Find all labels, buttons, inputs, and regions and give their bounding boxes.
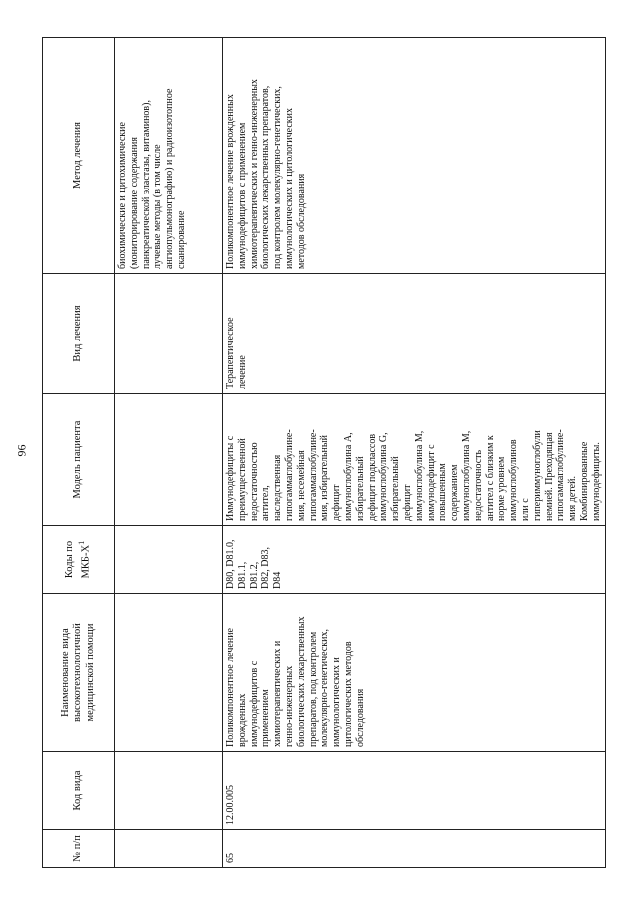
row-type-cell (223, 274, 606, 394)
header-icd-footnote: 1 (76, 540, 87, 545)
header-name: Наименование вида высокотехнологичной медицинской помощи (43, 594, 115, 752)
cont-method-line: сканирование (175, 210, 187, 269)
method-line: биологических лекарственных препаратов, (260, 85, 272, 269)
model-line: избирательный (354, 456, 366, 521)
icd-line: D80, D81.0, (225, 539, 236, 589)
row-code: 12.00.005 (223, 752, 606, 830)
name-line: молекулярно-генетических, (319, 629, 331, 747)
type-line: лечение (236, 355, 248, 389)
header-method: Метод лечения (43, 38, 115, 274)
method-line: химиотерапевтических и генно-инженерных (248, 79, 260, 269)
header-icd (43, 526, 115, 594)
method-line: методов обследования (295, 173, 307, 269)
method-line: под контролем молекулярно-генетических, (272, 86, 284, 269)
model-line: дефицит (401, 484, 413, 521)
name-line: врожденных (236, 693, 248, 747)
icd-line: D81.1, (236, 561, 248, 589)
cont-method-line: панкреатической эластазы, витаминов), (140, 100, 152, 269)
table-row-65 (223, 38, 606, 868)
name-line: биологических лекарственных (295, 616, 307, 747)
model-line: Иммунодефициты с (225, 435, 236, 521)
type-line: Терапевтическое (225, 317, 236, 389)
model-line: гипогаммаглобулине- (307, 429, 319, 521)
model-line: гипогаммаглобулине- (283, 429, 295, 521)
model-line: содержанием (449, 464, 461, 521)
cont-num-cell (115, 830, 223, 868)
model-line: избирательный (390, 456, 402, 521)
cont-type-cell (115, 274, 223, 394)
row-num: 65 (223, 830, 606, 868)
icd-line: D84 (272, 571, 284, 589)
model-line: наследственная (272, 454, 284, 521)
cont-method-cell (115, 38, 223, 274)
cont-icd-cell (115, 526, 223, 594)
model-line: недостаточностью (248, 442, 260, 521)
row-model-cell (223, 394, 606, 526)
cont-method-line: лучевые методы (в том числе (152, 144, 164, 269)
table-header-row (43, 38, 115, 868)
name-line: обследования (354, 688, 366, 747)
model-line: или с (519, 498, 531, 521)
icd-line: D81.2, (248, 561, 260, 589)
model-line: дефицит подклассов (366, 433, 378, 521)
name-line: иммунологических и (331, 657, 343, 747)
model-line: иммуноглобулинов (508, 439, 520, 521)
model-line: иммунодефициты. (590, 442, 602, 521)
cont-model-cell (115, 394, 223, 526)
method-line: Поликомпонентное лечение врожденных (225, 94, 236, 269)
page-number: 96 (14, 444, 29, 457)
model-line: гипогаммаглобулине- (555, 429, 567, 521)
cont-method-line: биохимические и цитохимические (117, 122, 128, 269)
header-num: № п/п (43, 830, 115, 868)
method-line: иммунодефицитов с применением (236, 122, 248, 269)
name-line: цитологических методов (342, 641, 354, 747)
header-code: Код вида (43, 752, 115, 830)
model-line: иммуноглобулина А, (342, 432, 354, 521)
row-icd-cell (223, 526, 606, 594)
model-line: дефицит (331, 484, 343, 521)
row-name-cell (223, 594, 606, 752)
model-line: Комбинированные (578, 441, 590, 521)
name-line: Поликомпонентное лечение (225, 628, 236, 747)
row-method-cell (223, 38, 606, 274)
model-line: преимущественной (236, 438, 248, 521)
model-line: иммунодефицит с (425, 444, 437, 521)
model-line: иммуноглобулина М, (413, 430, 425, 521)
name-line: препаратов, под контролем (307, 631, 319, 747)
model-line: норме уровнем (496, 456, 508, 521)
name-line: иммунодефицитов с (248, 660, 260, 747)
cont-name-cell (115, 594, 223, 752)
cont-method-line: ангиопульмонографию) и радиоизотопное (164, 88, 176, 269)
icd-line: D82, D83, (260, 547, 272, 589)
model-line: иммуноглобулина М, (460, 430, 472, 521)
model-line: иммуноглобулина G, (378, 432, 390, 521)
model-line: гипериммуноглобули (531, 430, 543, 521)
medical-care-table-rotated (42, 38, 602, 868)
name-line: применением (260, 689, 272, 747)
model-line: немией. Преходящая (543, 432, 555, 521)
cont-method-line: (мониторирование содержания (128, 137, 140, 269)
method-line: иммунологических и цитологических (283, 107, 295, 269)
model-line: мия, несемейная (295, 450, 307, 521)
header-icd-label: Коды по МКБ-Х (63, 540, 92, 579)
name-line: генно-инженерных (283, 665, 295, 747)
model-line: антител с близким к (484, 435, 496, 521)
header-type: Вид лечения (43, 274, 115, 394)
name-line: химиотерапевтических и (272, 640, 284, 747)
cont-code-cell (115, 752, 223, 830)
model-line: мия, избирательный (319, 435, 331, 521)
model-line: мия детей. (567, 476, 579, 521)
model-line: повышенным (437, 463, 449, 521)
model-line: антител, (260, 485, 272, 521)
table-row-continuation (115, 38, 223, 868)
medical-care-table (42, 37, 606, 868)
model-line: недостаточность (472, 449, 484, 521)
header-model: Модель пациента (43, 394, 115, 526)
